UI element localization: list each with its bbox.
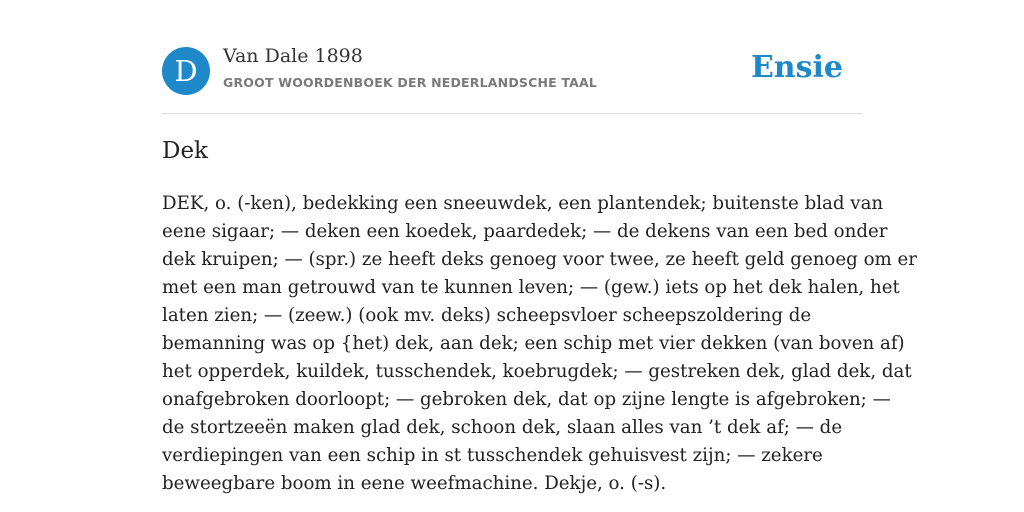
definition-line: de stortzeeën maken glad dek, schoon dek, slaan alles van ’t dek af; — de <box>162 417 843 438</box>
source-subtitle: GROOT WOORDENBOEK DER NEDERLANDSCHE TAAL <box>223 75 598 90</box>
page-title: Dek <box>162 138 208 164</box>
brand-logo[interactable]: Ensie <box>750 50 843 85</box>
definition-line: eene sigaar; — deken een koedek, paardedek; — de dekens van een bed onder <box>162 221 888 242</box>
definition-line: dek kruipen; — (spr.) ze heeft deks genoeg voor twee, ze heeft geld genoeg om er <box>162 249 918 270</box>
source-title[interactable]: Van Dale 1898 <box>223 45 363 67</box>
definition-line: beweegbare boom in eene weefmachine. Dekje, o. (-s). <box>162 473 667 494</box>
definition-line: DEK, o. (-ken), bedekking een sneeuwdek, een plantendek; buitenste blad van <box>162 193 884 214</box>
definition-line: verdiepingen van een schip in st tusschendek gehuisvest zijn; — zekere <box>162 445 823 466</box>
definition-line: onafgebroken doorloopt; — gebroken dek, dat op zijne lengte is afgebroken; — <box>162 389 891 410</box>
header-divider <box>162 113 862 114</box>
definition-line: het opperdek, kuildek, tusschendek, koebrugdek; — gestreken dek, glad dek, dat <box>162 361 912 382</box>
definition-text <box>162 190 918 498</box>
source-avatar: D <box>162 47 210 95</box>
definition-line: met een man getrouwd van te kunnen leven; — (gew.) iets op het dek halen, het <box>162 277 900 298</box>
definition-line: bemanning was op {het) dek, aan dek; een schip met vier dekken (van boven af) <box>162 333 905 354</box>
definition-line: laten zien; — (zeew.) (ook mv. deks) scheepsvloer scheepszoldering de <box>162 305 812 326</box>
